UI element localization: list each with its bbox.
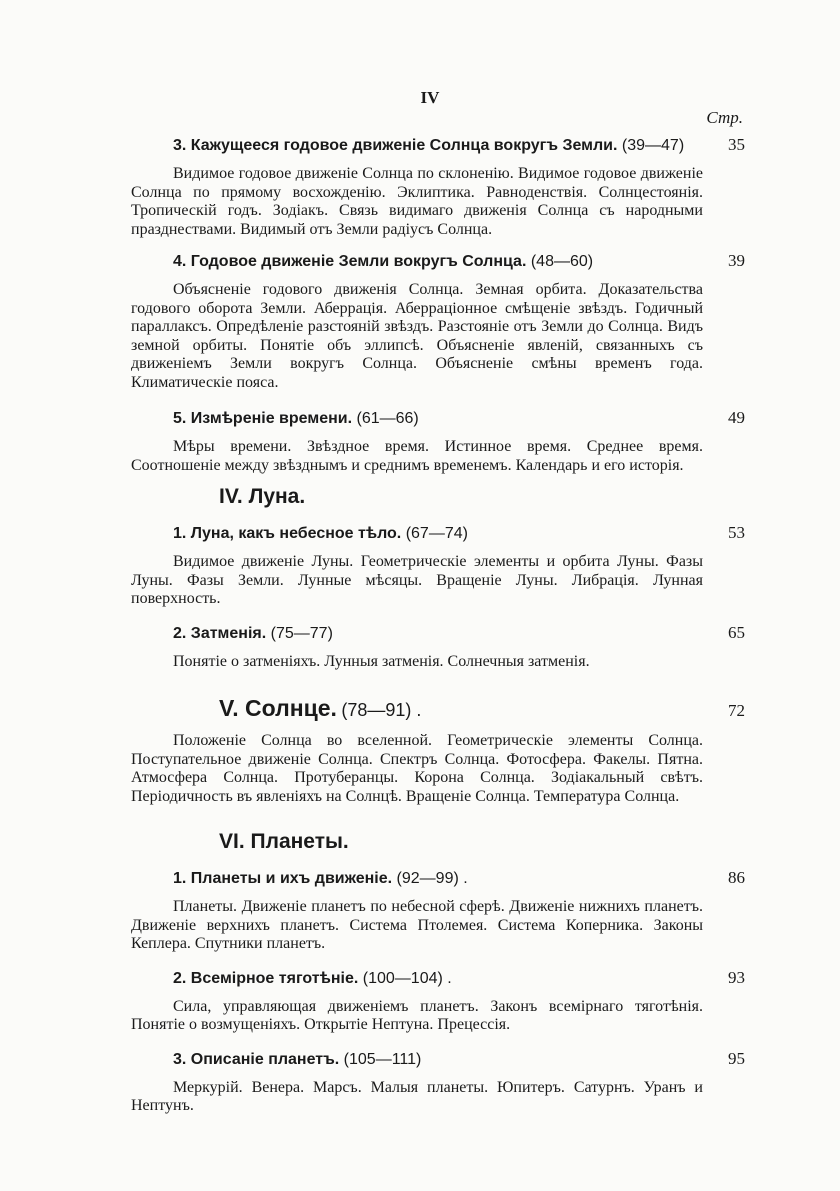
entry-page: 53 (728, 523, 745, 542)
entry-number: 2. (173, 969, 187, 987)
toc-entry (131, 135, 745, 155)
entry-title: Всемiрное тяготѣнiе. (190, 969, 359, 987)
entry-range: (67—74) (405, 525, 468, 542)
toc-entry (131, 968, 745, 988)
entry-description: Положенiе Солнца во вселенной. Геометрическiе элементы Солнца. Поступательное движенiе Солнца. Спектръ Солнца. Фотосфера. Факелы. Пятна. Атмосфера Солнца. Протуберанцы. Корона Солнца. Зодiакальный свѣтъ. Перiодичность въ явленiяхъ на Солнцѣ. Вращенiе Солнца. Температура Солнца. (131, 732, 703, 805)
entry-range: (100—104) . (362, 969, 452, 987)
part-title: V. Солнце. (219, 695, 337, 721)
entry-range: (39—47) (621, 137, 685, 154)
entry-description: Понятiе о затменiяхъ. Лунныя затменiя. Солнечныя затменiя. (173, 652, 590, 670)
entry-page: 65 (728, 622, 745, 642)
entry-number: 3. (173, 1050, 187, 1068)
entry-page: 39 (728, 251, 745, 270)
entry-page: 72 (728, 701, 745, 720)
table-of-contents (131, 131, 745, 1116)
entry-title: Годовое движенiе Земли вокругъ Солнца. (190, 253, 527, 270)
entry-description: Видимое годовое движенiе Солнца по склоненiю. Видимое годовое движенiе Солнца по прямому восхожденiю. Эклиптика. Равноденствiя. Солнцестоянiя. Тропическiй годъ. Зодiакъ. Связь видимаго движенiя Солнца съ народными празднествами. Видимый отъ Земли радiусъ Солнца. (131, 165, 703, 238)
entry-number: 4. (173, 253, 187, 270)
entry-page: 93 (728, 967, 745, 987)
entry-number: 2. (173, 624, 187, 642)
entry-range: (48—60) (530, 253, 594, 270)
toc-entry (131, 623, 745, 643)
entry-description: Мѣры времени. Звѣздное время. Истинное время. Среднее время. Соотношенiе между звѣзднымъ и среднимъ временемъ. Календарь и его исторiя. (131, 438, 703, 474)
entry-title: Планеты и ихъ движенiе. (190, 870, 393, 887)
entry-description: Планеты. Движенiе планетъ по небесной сферѣ. Движенiе нижнихъ планетъ. Движенiе верхнихъ планетъ. Система Птолемея. Система Коперника. Законы Кеплера. Спутники планетъ. (131, 898, 703, 952)
entry-description: Меркурiй. Венера. Марсъ. Малыя планеты. Юпитеръ. Сатурнъ. Уранъ и Нептунъ. (131, 1078, 703, 1114)
entry-title: Луна, какъ небесное тѣло. (190, 525, 402, 542)
entry-range: (78—91) . (341, 700, 422, 720)
toc-entry (131, 408, 745, 428)
entry-title: Кажущееся годовое движенiе Солнца вокругъ Земли. (190, 137, 618, 154)
toc-entry (131, 251, 745, 271)
entry-number: 1. (173, 870, 187, 887)
entry-description: Сила, управляющая движенiемъ планетъ. Законъ всемiрнаго тяготѣнiя. Понятiе о возмущенiяхъ. Открытiе Нептуна. Прецессiя. (131, 997, 703, 1033)
entry-range: (105—111) (343, 1050, 422, 1068)
part-heading: IV. Луна. (219, 485, 306, 508)
entry-range: (61—66) (356, 410, 419, 427)
page-number: IV (420, 88, 440, 107)
entry-page: 95 (728, 1048, 745, 1068)
entry-title: Затменiя. (190, 624, 267, 642)
entry-page: 35 (728, 135, 745, 154)
entry-title: Измѣренiе времени. (190, 410, 353, 427)
entry-description: Видимое движенiе Луны. Геометрическiе элементы и орбита Луны. Фазы Луны. Фазы Земли. Лунные мѣсяцы. Вращенiе Луны. Либрацiя. Лунная поверхность. (131, 553, 703, 607)
toc-entry (131, 1049, 745, 1069)
entry-title: Описанiе планетъ. (190, 1050, 340, 1068)
entry-number: 1. (173, 525, 187, 542)
toc-entry (131, 695, 745, 722)
entry-description: Объясненiе годового движенiя Солнца. Земная орбита. Доказательства годового оборота Земли. Аберрацiя. Аберрацiонное смѣщенiе звѣздъ. Годичный параллаксъ. Опредѣленiе разстоянiй звѣздъ. Разстоянiе отъ Земли до Солнца. Видъ земной орбиты. Понятiе объ эллипсѣ. Объясненiе явленiй, связанныхъ съ движенiемъ Земли вокругъ Солнца. Объясненiе смѣны временъ года. Климатическiе пояса. (131, 281, 703, 391)
entry-page: 86 (728, 868, 745, 887)
entry-number: 3. (173, 137, 187, 154)
toc-entry (131, 868, 745, 888)
entry-number: 5. (173, 410, 187, 427)
toc-entry (131, 523, 745, 543)
entry-range: (75—77) (270, 624, 333, 642)
part-heading: VI. Планеты. (219, 830, 349, 853)
entry-page: 49 (728, 408, 745, 427)
page-column-label: Стр. (706, 108, 743, 127)
entry-range: (92—99) . (396, 870, 468, 887)
